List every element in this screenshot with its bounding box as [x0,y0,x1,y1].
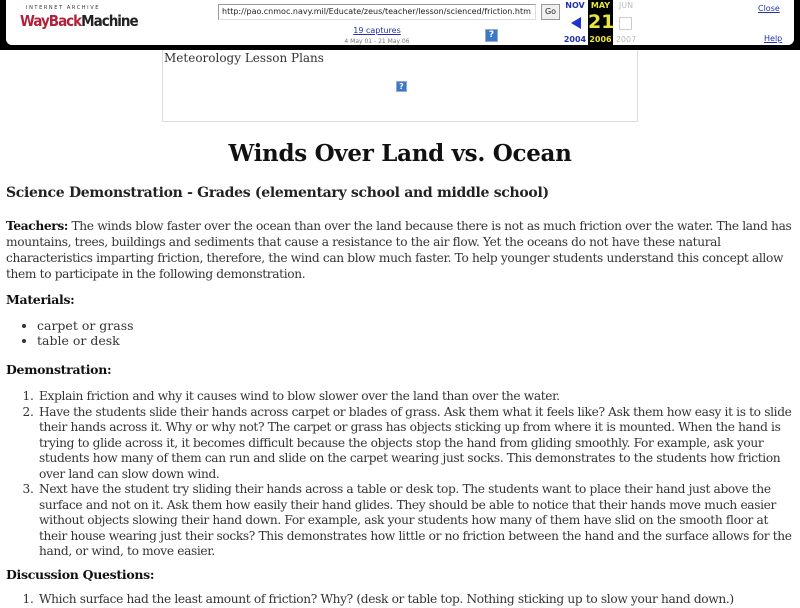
list-item: 1. Explain friction and why it causes wind to blow slower over the land than over the water. [37,389,795,405]
internet-archive-label: INTERNET ARCHIVE [26,5,100,11]
current-capture [588,0,613,45]
left-arrow-icon[interactable] [571,17,581,29]
demonstration-list [0,389,795,560]
list-item: • carpet or grass [37,319,134,334]
prev-month[interactable]: NOV [565,1,585,10]
list-item: 1. Which surface had the least amount of friction? Why? (desk or table top. Nothing sticking up to slow your hand down.) [37,592,795,608]
materials-heading: Materials: [6,292,75,307]
teachers-text: The winds blow faster over the ocean than over the land because there is not as much friction over the water. The land has mountains, trees, buildings and sediments that cause a resistance to the air flow. Yet the oceans do not have these natural characteristics imparting friction, therefore, the wind can blow much faster. To help younger students understand this concept allow them to participate in the following demonstration. [6,219,792,281]
page-title: Winds Over Land vs. Ocean [228,140,572,167]
wayback-toolbar-panel [6,0,794,45]
url-input[interactable]: http://pao.cnmoc.navy.mil/Educate/zeus/teacher/lesson/scienced/friction.htm [218,4,536,20]
prev-year[interactable]: 2004 [563,35,587,44]
captures-link[interactable]: 19 captures [353,26,401,35]
empty-next-icon [619,17,632,30]
page-subtitle: Science Demonstration - Grades (elementary school and middle school) [6,185,549,201]
wayback-logo[interactable] [20,5,138,30]
help-link[interactable]: Help [764,34,783,43]
next-year: 2007 [615,35,637,44]
list-item: • table or desk [37,334,134,349]
next-capture [613,0,639,45]
list-item: 3. Next have the student try sliding their hands across a table or desk top. The students want to place their hand just above the surface and not on it. Ask them how easily their hand glides. They should be able to notice that their hands move much easier without objects slowing their hand down. For example, ask your students how many of them have slid on the smooth floor at their house wearing just their socks? This demonstrates how little or no friction between the hand and the surface allows for the hand, or wind, to move easier. [37,482,795,560]
teachers-label: Teachers: [6,219,68,233]
list-item: 2. Have the students slide their hands across carpet or blades of grass. Ask them what it feels like? Ask them how easy it is to slide their hands across it. Why or why not? The carpet or grass has objects sticking up from where it is mounted. When the hand is trying to glide across it, it becomes difficult because the objects stop the hand from gliding smoothly. For example, ask your students how many of them can run and slide on the carpet wearing just socks. This demonstrates to the students how friction over land can slow down wind. [37,405,795,483]
teachers-paragraph [6,218,798,282]
current-day: 21 [588,11,615,33]
broken-image-icon: ? [396,81,407,92]
current-year: 2006 [589,35,612,44]
wayback-toolbar [0,0,800,50]
header-banner [162,50,638,122]
wayback-machine-wordmark: WayBackMachine [20,12,138,30]
demonstration-heading: Demonstration: [6,362,112,377]
materials-list [0,319,134,348]
close-link[interactable]: Close [758,4,780,13]
discussion-heading: Discussion Questions: [6,567,155,582]
previous-capture[interactable] [562,0,588,45]
help-icon[interactable]: ? [485,29,498,42]
next-month: JUN [618,1,634,10]
capture-date-range: 4 May 01 - 21 May 06 [344,38,410,45]
banner-title: Meteorology Lesson Plans [164,51,324,65]
go-button[interactable]: Go [541,4,560,20]
current-month: MAY [590,1,611,10]
